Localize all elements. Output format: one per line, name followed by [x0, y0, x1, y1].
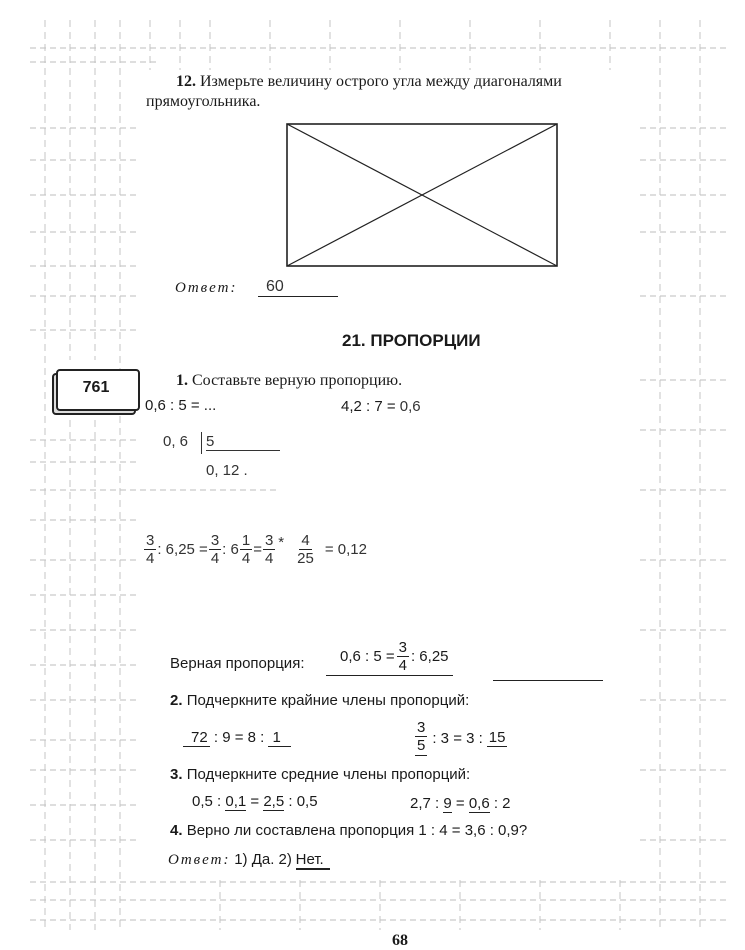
task3-p1-c: 2,5: [263, 793, 285, 810]
task2-p2-frac: $\frac{3}{5}$: [417, 719, 426, 754]
task1-heading: [176, 372, 402, 390]
badge-number: 761: [82, 379, 110, 396]
task12-text-line2: прямоугольника.: [146, 93, 261, 110]
page-number: 68: [392, 932, 408, 949]
task1-expr-right: [341, 398, 421, 415]
task3-number: 3.: [170, 766, 183, 783]
task1-expr-right-answer: 0,6: [399, 398, 421, 415]
task1-number: 1.: [176, 372, 188, 389]
task2-text: Подчеркните крайние члены пропорций:: [186, 692, 470, 709]
task3-proportion-2: [410, 795, 511, 812]
calc-times: *: [278, 534, 285, 551]
calc-frac-3: $\frac{1}{4}$: [241, 532, 251, 567]
task2-proportion-1: [183, 729, 291, 746]
exercise-badge: [52, 367, 138, 413]
correct-underline-extra: [493, 680, 603, 681]
task12-answer-value: 60: [258, 278, 338, 297]
calc-frac-1: $\frac{3}{4}$: [146, 532, 155, 567]
task4-text: Верно ли составлена пропорция 1 : 4 = 3,6 : 0,9?: [186, 822, 528, 839]
correct-right: : 6,25: [410, 648, 449, 665]
task2-p1-b: 1: [268, 729, 290, 747]
rectangle-with-diagonals: [283, 120, 561, 270]
correct-frac: $\frac{3}{4}$: [398, 639, 407, 674]
section-title: 21. ПРОПОРЦИИ: [342, 331, 481, 350]
task12-answer-label: Ответ:: [175, 280, 238, 296]
task1-expr-left: 0,6 : 5 = ...: [145, 397, 217, 414]
task3-p2-b: 9: [443, 795, 452, 812]
task2-number: 2.: [170, 692, 183, 709]
task2-proportion-2: [414, 720, 507, 756]
task2-p2-mid: : 3 = 3 :: [432, 729, 483, 747]
task2-heading: [170, 692, 469, 709]
correct-left: 0,6 : 5 =: [340, 648, 395, 665]
calc-frac-2: $\frac{3}{4}$: [210, 532, 220, 567]
task4-answer-selected: Нет.: [296, 851, 330, 870]
task4-number: 4.: [170, 822, 183, 839]
task1-text: Составьте верную пропорцию.: [192, 372, 403, 389]
task4-answer: [168, 851, 330, 869]
task4-heading: [170, 822, 527, 839]
task3-p2-c: 0,6: [468, 795, 490, 812]
task3-p1-eq: =: [250, 793, 260, 810]
calc-frac-4: $\frac{3}{4}$: [264, 532, 274, 567]
task3-p1-b: 0,1: [225, 793, 247, 810]
task3-heading: [170, 766, 470, 783]
task3-p1-a: 0,5 :: [192, 793, 222, 810]
task12-line1: [176, 73, 562, 91]
task3-p2-d: : 2: [493, 795, 511, 812]
division-bar: [201, 432, 202, 454]
task12-number: 12.: [176, 73, 196, 90]
task3-text: Подчеркните средние члены пропорций:: [186, 766, 471, 783]
calc-eq: =: [253, 541, 262, 558]
task3-p1-d: : 0,5: [288, 793, 318, 810]
calc-frac-5: $\frac{4}{25}$: [297, 532, 314, 567]
task3-p2-eq: =: [455, 795, 465, 812]
calc-colon: : 6: [222, 541, 239, 558]
task2-p2-b: 15: [488, 729, 506, 746]
correct-proportion: [326, 640, 453, 676]
task4-answer-text: 1) Да. 2): [234, 851, 292, 868]
task12-text-line1: Измерьте величину острого угла между диагоналями: [200, 73, 562, 90]
task1-calculation: [143, 533, 367, 566]
division-divisor: 5: [206, 433, 280, 451]
division-quotient: 0, 12 .: [206, 462, 248, 479]
task4-answer-label: Ответ:: [168, 852, 231, 868]
task1-expr-right-text: 4,2 : 7 =: [341, 398, 400, 415]
task3-p2-a: 2,7 :: [410, 795, 440, 812]
correct-label: Верная пропорция:: [170, 655, 305, 672]
task3-proportion-1: [192, 793, 318, 810]
task2-p1-a: 72: [183, 729, 210, 747]
calc-mid: : 6,25 =: [157, 541, 208, 558]
task2-p1-mid: : 9 = 8 :: [213, 729, 265, 746]
calc-result: = 0,12: [324, 541, 367, 558]
division-dividend: 0, 6: [163, 433, 189, 450]
